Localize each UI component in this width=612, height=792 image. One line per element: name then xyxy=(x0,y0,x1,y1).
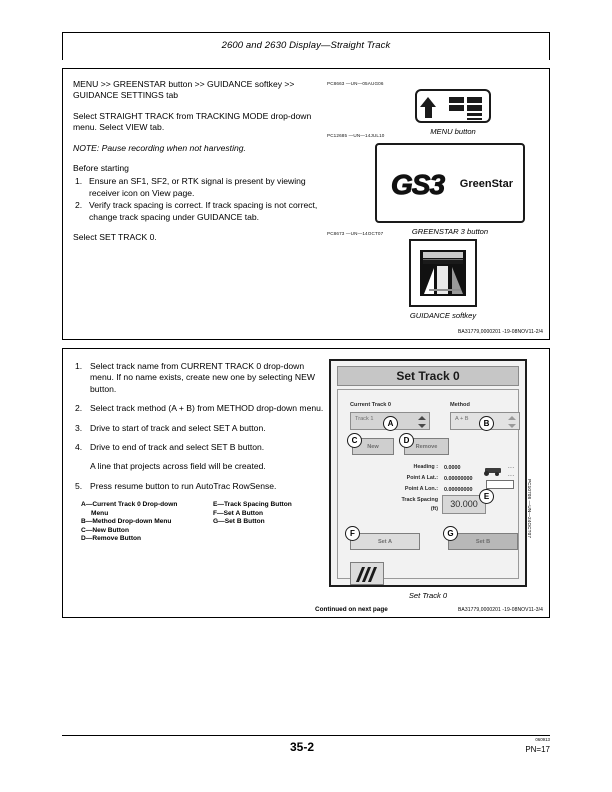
tractor-icon xyxy=(483,468,503,476)
section-straight-track-setup xyxy=(62,68,550,340)
list-number: 2. xyxy=(75,200,83,211)
figure-caption: GREENSTAR 3 button xyxy=(411,227,489,236)
legend-item: G—Set B Button xyxy=(213,518,265,526)
section1-text-column xyxy=(73,79,325,252)
greenstar-wordmark: GreenStar xyxy=(459,178,513,190)
list-number: 2. xyxy=(75,403,83,414)
list-text: Press resume button to run AutoTrac RowSense. xyxy=(90,480,277,491)
callout-b: B xyxy=(479,416,494,431)
track-spacing-value: 30.000 xyxy=(450,499,478,509)
status-field xyxy=(486,480,514,489)
section-reference-code: BA31779,0000201 -19-08NOV11-3/4 xyxy=(457,607,543,613)
list-item xyxy=(73,200,325,223)
closing-instruction: Select SET TRACK 0. xyxy=(73,232,157,243)
current-track-label: Current Track 0 xyxy=(350,402,392,408)
legend-item: Menu xyxy=(91,509,109,517)
list-item xyxy=(73,442,328,473)
callout-d: D xyxy=(399,433,414,448)
list-text: Ensure an SF1, SF2, or RTK signal is present by viewing receiver icon on View page. xyxy=(89,176,306,198)
display-title: Set Track 0 xyxy=(337,366,519,386)
figure-caption: MENU button xyxy=(430,127,476,136)
figure-caption: Set Track 0 xyxy=(408,591,448,600)
figure-part-number: PC10708 —UN—24OCT07 xyxy=(527,479,532,539)
track-spacing-unit: (ft) xyxy=(430,506,438,512)
section2-text-column xyxy=(73,361,328,500)
before-starting-label: Before starting xyxy=(73,163,129,174)
guidance-softkey-graphic xyxy=(409,239,477,307)
legend-item: C—New Button xyxy=(81,526,129,534)
callout-e: E xyxy=(479,489,494,504)
new-button[interactable]: New xyxy=(352,438,394,455)
page-number: 35-2 xyxy=(290,740,315,754)
list-text: Drive to start of track and select SET A button. xyxy=(90,422,266,433)
figure-part-number: PC8663 —UN—05AUG06 xyxy=(327,81,384,86)
remove-button[interactable]: Remove xyxy=(404,438,449,455)
continued-label: Continued on next page xyxy=(315,606,388,613)
current-track-value: Track 1 xyxy=(355,416,374,422)
list-text: Drive to end of track and select SET B button. xyxy=(90,442,265,453)
legend-item: D—Remove Button xyxy=(81,535,142,543)
callout-a: A xyxy=(383,416,398,431)
list-number: 1. xyxy=(75,176,83,187)
legend-column-left xyxy=(81,501,211,544)
list-number: 4. xyxy=(75,442,83,453)
section-reference-code: BA31779,0000201 -19-08NOV11-2/4 xyxy=(457,329,543,335)
list-item xyxy=(73,403,328,414)
callout-c: C xyxy=(347,433,362,448)
guidance-screen-icon xyxy=(420,250,466,296)
step-note: A line that projects across field will be created. xyxy=(90,461,266,472)
legend-item: A—Current Track 0 Drop-down xyxy=(81,501,178,508)
list-item xyxy=(73,361,328,395)
set-b-button[interactable]: Set B xyxy=(448,533,518,550)
heading-value: 0.0000 xyxy=(444,465,461,471)
status-dots: ... xyxy=(508,464,515,470)
grid-icon xyxy=(449,97,485,120)
resume-button[interactable] xyxy=(350,562,384,585)
legend-item: F—Set A Button xyxy=(213,509,264,517)
note-text: NOTE: Pause recording when not harvesting. xyxy=(73,142,246,153)
spinner-icon[interactable] xyxy=(508,416,516,428)
method-label: Method xyxy=(450,402,470,408)
method-value: A + B xyxy=(455,416,469,422)
track-spacing-label: Track Spacing xyxy=(401,497,438,503)
list-item xyxy=(73,176,325,199)
greenstar3-button-graphic xyxy=(375,143,525,223)
figure-caption: GUIDANCE softkey xyxy=(409,311,477,320)
legend-column-right xyxy=(213,501,333,527)
list-text: Select track name from CURRENT TRACK 0 drop-down menu. If no name exists, create new one by selecting NEW button. xyxy=(90,361,315,394)
menu-button-graphic xyxy=(415,89,491,123)
point-a-lat-label: Point A Lat.: xyxy=(406,475,438,481)
set-track-steps xyxy=(73,361,328,492)
page-title: 2600 and 2630 Display—Straight Track xyxy=(221,40,391,51)
list-text: Verify track spacing is correct. If track spacing is not correct, change track spacing under GUIDANCE tab. xyxy=(89,200,318,222)
list-item xyxy=(73,481,328,492)
legend-item: B—Method Drop-down Menu xyxy=(81,518,172,526)
list-number: 1. xyxy=(75,361,83,371)
footer-divider xyxy=(62,735,550,736)
footer-pn: PN=17 xyxy=(525,745,550,754)
list-number: 3. xyxy=(75,422,83,433)
display-screen xyxy=(329,359,527,587)
callout-g: G xyxy=(443,526,458,541)
footer-date-code: 060913 xyxy=(535,737,550,742)
navigation-path: MENU >> GREENSTAR button >> GUIDANCE softkey >> GUIDANCE SETTINGS tab xyxy=(73,79,295,101)
figure-part-number: PC8673 —UN—14OCT07 xyxy=(327,231,384,236)
legend-item: E—Track Spacing Button xyxy=(213,501,292,508)
point-a-lon-label: Point A Lon.: xyxy=(404,486,438,492)
spinner-icon[interactable] xyxy=(418,416,426,428)
gs3-logo: GS3 xyxy=(391,169,445,200)
figure-part-number: PC12685 —UN—14JUL10 xyxy=(327,133,385,138)
before-starting-steps xyxy=(73,176,325,223)
set-a-button[interactable]: Set A xyxy=(350,533,420,550)
heading-label: Heading : xyxy=(413,464,438,470)
list-text: Select track method (A + B) from METHOD drop-down menu. xyxy=(90,403,324,414)
tracking-mode-instruction: Select STRAIGHT TRACK from TRACKING MODE drop-down menu. Select VIEW tab. xyxy=(73,110,312,133)
status-dots: ... xyxy=(508,472,515,478)
section-set-track xyxy=(62,348,550,618)
page-header xyxy=(62,32,550,60)
point-a-lon-value: 0.00000000 xyxy=(444,487,473,493)
list-number: 5. xyxy=(75,480,83,491)
callout-f: F xyxy=(345,526,360,541)
point-a-lat-value: 0.00000000 xyxy=(444,476,473,482)
list-item xyxy=(73,423,328,434)
